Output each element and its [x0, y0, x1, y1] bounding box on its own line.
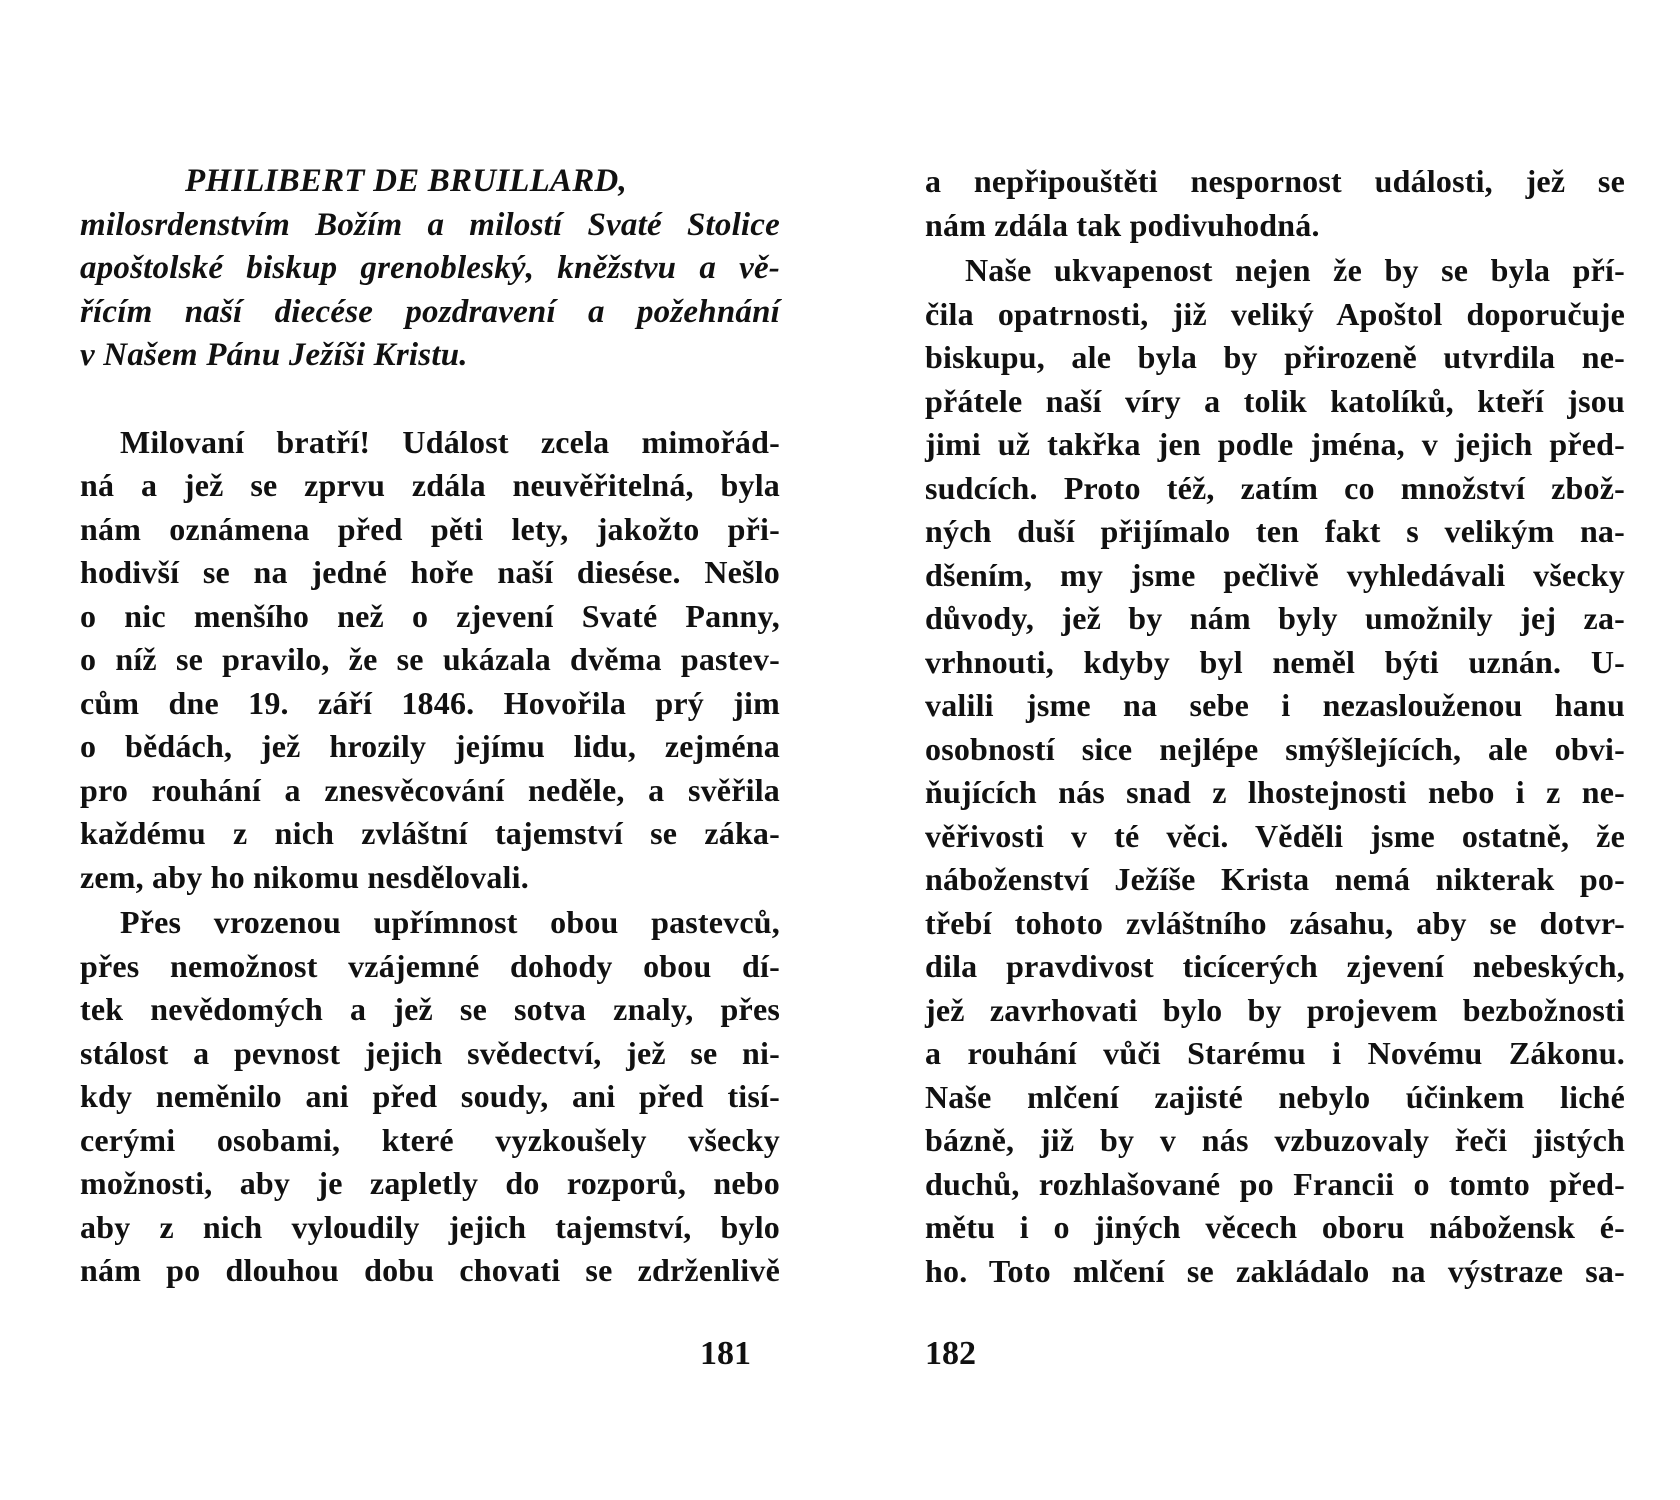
text-line: Naše mlčení zajisté nebylo účinkem liché	[925, 1078, 1625, 1115]
paragraph	[925, 249, 1625, 1293]
heading-line: PHILIBERT DE BRUILLARD,	[185, 163, 627, 199]
text-line: hodivší se na jedné hoře naší diesése. Nešlo	[80, 554, 780, 590]
page-number-right: 182	[925, 1335, 976, 1372]
page-number-left: 181	[700, 1335, 751, 1372]
right-page	[925, 160, 1625, 1293]
text-line: čila opatrnosti, již veliký Apoštol doporučuje	[925, 295, 1625, 332]
text-line: náboženství Ježíše Krista nemá nikterak po-	[925, 861, 1625, 897]
text-line: jež zavrhovati bylo by projevem bezbožnosti	[925, 991, 1625, 1028]
text-line: osobností sice nejlépe smýšlejících, ale obvi-	[925, 730, 1625, 767]
text-line: důvody, jež by nám byly umožnily jej za-	[925, 600, 1625, 636]
text-line: přes nemožnost vzájemné dohody obou dí-	[80, 947, 780, 984]
text-line: a nepřipouštěti nespornost události, jež se	[925, 163, 1625, 199]
heading-line: milosrdenstvím Božím a milostí Svaté Stolice	[80, 206, 780, 243]
paragraph	[80, 901, 780, 1293]
text-line: kdy neměnilo ani před soudy, ani před tisí-	[80, 1078, 780, 1114]
text-line: tek nevědomých a jež se sotva znaly, přes	[80, 991, 780, 1027]
text-line: duchů, rozhlašované po Francii o tomto před-	[925, 1165, 1625, 1202]
text-line: ných duší přijímalo ten fakt s velikým na-	[925, 513, 1625, 549]
left-page	[80, 160, 780, 1293]
text-line: mětu i o jiných věcech oboru nábožensk é-	[925, 1209, 1625, 1245]
text-line: cerými osobami, které vyzkoušely všecky	[80, 1121, 780, 1158]
text-line: o níž se pravilo, že se ukázala dvěma pastev-	[80, 641, 780, 677]
text-line: zem, aby ho nikomu nesdělovali.	[80, 858, 529, 895]
text-line: aby z nich vyloudily jejich tajemství, bylo	[80, 1208, 780, 1245]
text-line: o bědách, jež hrozily jejímu lidu, zejména	[80, 728, 780, 764]
text-line: stálost a pevnost jejich svědectví, jež se ni-	[80, 1034, 780, 1071]
text-line: Přes vrozenou upřímnost obou pastevců,	[120, 904, 780, 940]
text-line: valili jsme na sebe i nezaslouženou hanu	[925, 687, 1625, 723]
text-line: nám zdála tak podivuhodná.	[925, 206, 1320, 243]
text-line: vrhnouti, kdyby byl neměl býti uznán. U-	[925, 643, 1625, 680]
text-line: přátele naší víry a tolik katolíků, kteří jsou	[925, 382, 1625, 419]
text-line: jimi už takřka jen podle jména, v jejich před-	[925, 426, 1625, 462]
text-line: ná a jež se zprvu zdála neuvěřitelná, byla	[80, 467, 780, 503]
text-line: nám po dlouhou dobu chovati se zdrženlivě	[80, 1252, 780, 1288]
text-line: o nic menšího než o zjevení Svaté Panny,	[80, 597, 780, 634]
text-line: cům dne 19. září 1846. Hovořila prý jim	[80, 684, 780, 721]
text-line: nám oznámena před pěti lety, jakožto při-	[80, 510, 780, 547]
text-line: možnosti, aby je zapletly do rozporů, nebo	[80, 1165, 780, 1201]
heading-line: řícím naší diecése pozdravení a požehnání	[80, 293, 780, 330]
text-line: každému z nich zvláštní tajemství se záka-	[80, 815, 780, 851]
text-line: dila pravdivost ticícerých zjevení nebeských,	[925, 948, 1625, 984]
text-line: pro rouhání a znesvěcování neděle, a svěřila	[80, 771, 780, 808]
heading-line: v Našem Pánu Ježíši Kristu.	[80, 337, 468, 373]
text-line: bázně, již by v nás vzbuzovaly řeči jistých	[925, 1122, 1625, 1158]
text-line: sudcích. Proto též, zatím co množství zbož-	[925, 469, 1625, 506]
text-line: Naše ukvapenost nejen že by se byla pří-	[965, 252, 1625, 288]
address-heading	[80, 160, 780, 378]
text-line: ňujících nás snad z lhostejnosti nebo i z ne-	[925, 774, 1625, 810]
paragraph	[925, 160, 1625, 247]
paragraph	[80, 421, 780, 900]
text-line: věřivosti v té věci. Věděli jsme ostatně, že	[925, 817, 1625, 854]
heading-line: apoštolské biskup grenobleský, kněžstvu a vě-	[80, 250, 780, 286]
text-line: třebí tohoto zvláštního zásahu, aby se dotvr-	[925, 904, 1625, 941]
text-line: Milovaní bratří! Událost zcela mimořád-	[120, 423, 780, 460]
text-line: biskupu, ale byla by přirozeně utvrdila ne-	[925, 339, 1625, 375]
text-line: ho. Toto mlčení se zakládalo na výstraze sa-	[925, 1252, 1625, 1289]
text-line: a rouhání vůči Starému i Novému Zákonu.	[925, 1035, 1625, 1071]
text-line: dšením, my jsme pečlivě vyhledávali všecky	[925, 556, 1625, 593]
